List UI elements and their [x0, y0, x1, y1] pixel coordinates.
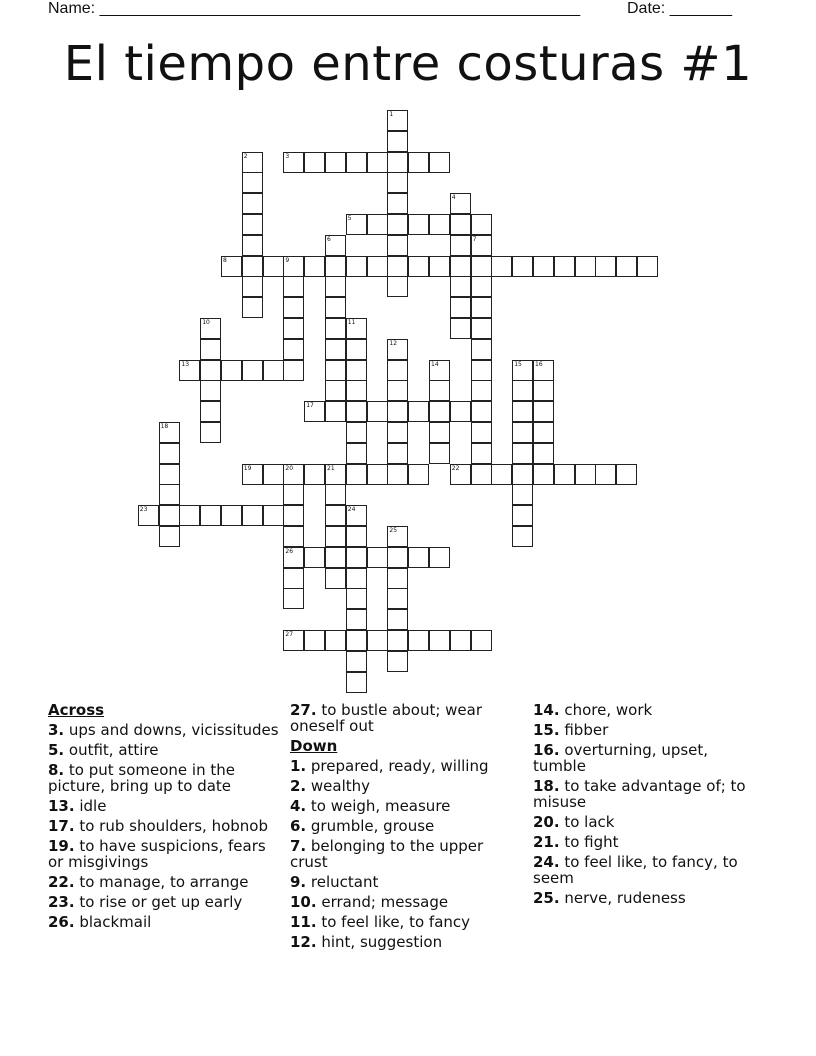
grid-cell[interactable] — [533, 256, 554, 277]
clue-number: 26 — [285, 547, 294, 555]
grid-cell[interactable] — [200, 505, 221, 526]
down-heading: Down — [290, 737, 338, 755]
grid-cell[interactable] — [387, 588, 408, 609]
grid-cell[interactable] — [346, 401, 367, 422]
grid-cell[interactable] — [616, 464, 637, 485]
clue-number: 3 — [285, 152, 290, 160]
clue-item-text: to put someone in the picture, bring up to date — [48, 761, 235, 795]
clue-item — [533, 814, 765, 830]
clue-item — [533, 742, 765, 774]
grid-cell[interactable] — [471, 214, 492, 235]
clue-item-text: to feel like, to fancy — [316, 913, 471, 931]
grid-cell[interactable] — [367, 630, 388, 651]
grid-cell[interactable] — [387, 443, 408, 464]
grid-cell[interactable] — [450, 318, 471, 339]
grid-cell[interactable] — [325, 630, 346, 651]
clue-item-text: overturning, upset, tumble — [533, 741, 709, 775]
grid-cell[interactable] — [554, 464, 575, 485]
date-field-label: Date: _______ — [627, 0, 732, 17]
grid-cell[interactable] — [242, 256, 263, 277]
grid-cell[interactable] — [367, 256, 388, 277]
clue-item-number: 1. — [290, 757, 307, 775]
clue-item — [290, 874, 522, 890]
grid-cell[interactable] — [387, 131, 408, 152]
grid-cell[interactable] — [471, 339, 492, 360]
grid-cell[interactable] — [387, 235, 408, 256]
grid-cell[interactable] — [471, 297, 492, 318]
grid-cell[interactable] — [283, 339, 304, 360]
clue-item-number: 8. — [48, 761, 65, 779]
grid-cell[interactable] — [283, 568, 304, 589]
clue-number: 24 — [347, 506, 356, 514]
clue-number: 25 — [389, 527, 398, 534]
clue-item-number: 15. — [533, 721, 560, 739]
grid-cell[interactable] — [325, 505, 346, 526]
grid-cell[interactable] — [408, 214, 429, 235]
clue-item-number: 3. — [48, 721, 65, 739]
grid-cell[interactable] — [200, 360, 221, 381]
clue-item-text: nerve, rudeness — [559, 889, 686, 907]
grid-cell[interactable] — [512, 380, 533, 401]
clue-number: 2 — [243, 152, 248, 160]
clue-item-text: blackmail — [74, 913, 152, 931]
clue-item-number: 6. — [290, 817, 307, 835]
grid-cell[interactable] — [263, 360, 284, 381]
clue-item-number: 26. — [48, 913, 75, 931]
clue-item-number: 27. — [290, 701, 317, 719]
grid-cell[interactable] — [491, 256, 512, 277]
clue-item-text: to rise or get up early — [74, 893, 243, 911]
clue-number: 8 — [223, 256, 227, 264]
grid-cell[interactable] — [325, 339, 346, 360]
grid-cell[interactable] — [325, 526, 346, 547]
down-clue-list-continued — [533, 702, 765, 906]
grid-cell[interactable] — [429, 630, 450, 651]
grid-cell[interactable] — [512, 484, 533, 505]
grid-cell[interactable] — [283, 588, 304, 609]
clue-item-text: to lack — [559, 813, 615, 831]
clue-item — [290, 758, 522, 774]
clue-item-number: 12. — [290, 933, 317, 951]
grid-cell[interactable] — [263, 464, 284, 485]
grid-cell[interactable] — [283, 526, 304, 547]
clue-item-text: grumble, grouse — [306, 817, 435, 835]
clue-item-number: 2. — [290, 777, 307, 795]
grid-cell[interactable] — [304, 630, 325, 651]
clue-item-number: 13. — [48, 797, 75, 815]
grid-cell[interactable] — [471, 630, 492, 651]
grid-cell[interactable] — [408, 401, 429, 422]
clue-item-number: 19. — [48, 837, 75, 855]
clues-column-3 — [533, 702, 765, 910]
clue-number: 18 — [160, 423, 169, 430]
down-clue-list — [290, 758, 522, 950]
clue-number: 13 — [181, 360, 190, 368]
clue-item-text: to bustle about; wear oneself out — [290, 701, 483, 735]
grid-cell[interactable] — [616, 256, 637, 277]
grid-cell[interactable] — [450, 214, 471, 235]
grid-cell[interactable] — [346, 609, 367, 630]
clue-item — [48, 874, 280, 890]
clues-column-2 — [290, 702, 522, 954]
clue-item-number: 23. — [48, 893, 75, 911]
grid-cell[interactable] — [242, 360, 263, 381]
clue-item-text: to manage, to arrange — [74, 873, 249, 891]
grid-cell[interactable] — [346, 464, 367, 485]
grid-cell[interactable] — [533, 380, 554, 401]
clue-item — [48, 762, 280, 794]
grid-cell[interactable] — [387, 360, 408, 381]
grid-cell[interactable] — [429, 443, 450, 464]
clue-item-number: 22. — [48, 873, 75, 891]
clue-item-number: 5. — [48, 741, 65, 759]
clue-item — [48, 818, 280, 834]
grid-cell[interactable] — [325, 484, 346, 505]
clue-number: 5 — [347, 215, 352, 222]
clue-number: 9 — [285, 256, 290, 264]
grid-cell[interactable] — [159, 464, 180, 485]
grid-cell[interactable] — [533, 422, 554, 443]
grid-cell[interactable] — [387, 172, 408, 193]
grid-cell[interactable] — [450, 297, 471, 318]
grid-cell[interactable] — [533, 401, 554, 422]
clue-item — [290, 702, 522, 734]
clue-item-text: to take advantage of; to misuse — [533, 777, 746, 811]
grid-cell[interactable] — [263, 256, 284, 277]
grid-cell[interactable] — [387, 547, 408, 568]
grid-cell[interactable] — [367, 547, 388, 568]
grid-cell[interactable] — [512, 401, 533, 422]
clue-number: 16 — [535, 360, 543, 368]
grid-cell[interactable] — [304, 547, 325, 568]
grid-cell[interactable] — [367, 214, 388, 235]
clue-item — [290, 798, 522, 814]
grid-cell[interactable] — [533, 443, 554, 464]
grid-cell[interactable] — [387, 214, 408, 235]
clue-item-text: wealthy — [306, 777, 371, 795]
grid-cell[interactable] — [200, 339, 221, 360]
grid-cell[interactable] — [325, 380, 346, 401]
grid-cell[interactable] — [595, 464, 616, 485]
grid-cell[interactable] — [325, 547, 346, 568]
clue-item-text: outfit, attire — [64, 741, 159, 759]
clue-number: 23 — [139, 506, 148, 514]
grid-cell[interactable] — [159, 484, 180, 505]
grid-cell[interactable] — [367, 401, 388, 422]
grid-cell[interactable] — [471, 318, 492, 339]
grid-cell[interactable] — [575, 464, 596, 485]
clue-item-number: 20. — [533, 813, 560, 831]
grid-cell[interactable] — [471, 422, 492, 443]
clue-number: 22 — [451, 464, 460, 472]
clue-item — [290, 838, 522, 870]
grid-cell[interactable] — [242, 276, 263, 297]
clue-number: 20 — [285, 464, 294, 472]
clue-item — [48, 914, 280, 930]
grid-cell[interactable] — [429, 152, 450, 173]
grid-cell[interactable] — [242, 235, 263, 256]
grid-cell[interactable] — [346, 339, 367, 360]
grid-cell[interactable] — [325, 276, 346, 297]
clue-item-text: chore, work — [559, 701, 653, 719]
grid-cell[interactable] — [512, 256, 533, 277]
grid-cell[interactable] — [429, 214, 450, 235]
grid-cell[interactable] — [533, 464, 554, 485]
grid-cell[interactable] — [554, 256, 575, 277]
clue-item-number: 9. — [290, 873, 307, 891]
clue-item-text: to fight — [559, 833, 619, 851]
clue-item-number: 21. — [533, 833, 560, 851]
grid-cell[interactable] — [387, 256, 408, 277]
grid-cell[interactable] — [450, 276, 471, 297]
grid-cell[interactable] — [408, 256, 429, 277]
clue-item-text: ups and downs, vicissitudes — [64, 721, 279, 739]
grid-cell[interactable] — [200, 401, 221, 422]
grid-cell[interactable] — [346, 443, 367, 464]
grid-cell[interactable] — [408, 547, 429, 568]
grid-cell[interactable] — [471, 256, 492, 277]
grid-cell[interactable] — [283, 297, 304, 318]
clue-item-text: to rub shoulders, hobnob — [74, 817, 268, 835]
grid-cell[interactable] — [346, 256, 367, 277]
clue-item-number: 4. — [290, 797, 307, 815]
grid-cell[interactable] — [346, 672, 367, 693]
grid-cell[interactable] — [387, 609, 408, 630]
clue-item — [533, 890, 765, 906]
grid-cell[interactable] — [283, 360, 304, 381]
grid-cell[interactable] — [575, 256, 596, 277]
grid-cell[interactable] — [450, 630, 471, 651]
clue-number: 15 — [514, 360, 522, 368]
clue-item — [533, 854, 765, 886]
grid-cell[interactable] — [387, 276, 408, 297]
grid-cell[interactable] — [450, 256, 471, 277]
clue-item-number: 11. — [290, 913, 317, 931]
grid-cell[interactable] — [387, 422, 408, 443]
grid-cell[interactable] — [200, 380, 221, 401]
clue-item-text: belonging to the upper crust — [290, 837, 484, 871]
grid-cell[interactable] — [325, 401, 346, 422]
grid-cell[interactable] — [471, 360, 492, 381]
clue-item — [48, 742, 280, 758]
clue-item — [290, 894, 522, 910]
grid-cell[interactable] — [429, 380, 450, 401]
grid-cell[interactable] — [346, 152, 367, 173]
grid-cell[interactable] — [387, 401, 408, 422]
clue-item — [533, 702, 765, 718]
clue-item — [48, 838, 280, 870]
clue-number: 1 — [389, 111, 394, 118]
grid-cell[interactable] — [346, 568, 367, 589]
clue-item-number: 24. — [533, 853, 560, 871]
clue-item-text: idle — [74, 797, 107, 815]
grid-cell[interactable] — [346, 360, 367, 381]
grid-cell[interactable] — [512, 422, 533, 443]
clue-number: 21 — [327, 464, 335, 472]
grid-cell[interactable] — [346, 547, 367, 568]
clue-number: 7 — [472, 235, 477, 243]
clue-item-text: prepared, ready, willing — [306, 757, 489, 775]
grid-cell[interactable] — [408, 630, 429, 651]
clue-item — [48, 798, 280, 814]
grid-cell[interactable] — [346, 380, 367, 401]
clue-item-text: to have suspicions, fears or misgivings — [48, 837, 266, 871]
clue-item-number: 7. — [290, 837, 307, 855]
grid-cell[interactable] — [242, 214, 263, 235]
grid-cell[interactable] — [387, 651, 408, 672]
clue-number: 11 — [347, 319, 356, 326]
clue-item-text: to feel like, to fancy, to seem — [533, 853, 738, 887]
grid-cell[interactable] — [367, 464, 388, 485]
grid-cell[interactable] — [387, 568, 408, 589]
grid-cell[interactable] — [263, 505, 284, 526]
clue-item-number: 17. — [48, 817, 75, 835]
grid-cell[interactable] — [367, 152, 388, 173]
grid-cell[interactable] — [242, 297, 263, 318]
clue-item-text: errand; message — [316, 893, 449, 911]
grid-cell[interactable] — [450, 401, 471, 422]
across-clue-list — [48, 722, 280, 930]
grid-cell[interactable] — [387, 152, 408, 173]
clue-number: 14 — [431, 360, 439, 368]
grid-cell[interactable] — [429, 401, 450, 422]
clue-item — [290, 914, 522, 930]
page-title: El tiempo entre costuras #1 — [63, 36, 753, 92]
across-heading: Across — [48, 701, 105, 719]
grid-cell[interactable] — [159, 526, 180, 547]
grid-cell[interactable] — [387, 193, 408, 214]
grid-cell[interactable] — [512, 526, 533, 547]
grid-cell[interactable] — [179, 505, 200, 526]
grid-cell[interactable] — [346, 526, 367, 547]
clue-item-text: hint, suggestion — [316, 933, 443, 951]
across-clue-list-continued — [290, 702, 522, 734]
clue-item-number: 25. — [533, 889, 560, 907]
grid-cell[interactable] — [159, 443, 180, 464]
clue-item — [533, 778, 765, 810]
grid-cell[interactable] — [242, 193, 263, 214]
clue-item — [533, 722, 765, 738]
clue-item — [533, 834, 765, 850]
grid-cell[interactable] — [283, 318, 304, 339]
grid-cell[interactable] — [408, 152, 429, 173]
grid-cell[interactable] — [221, 360, 242, 381]
grid-cell[interactable] — [242, 172, 263, 193]
grid-cell[interactable] — [450, 235, 471, 256]
grid-cell[interactable] — [200, 422, 221, 443]
grid-cell[interactable] — [471, 276, 492, 297]
grid-cell[interactable] — [325, 360, 346, 381]
clue-item-text: to weigh, measure — [306, 797, 451, 815]
grid-cell[interactable] — [595, 256, 616, 277]
clue-item — [290, 778, 522, 794]
clue-item — [290, 818, 522, 834]
grid-cell[interactable] — [408, 464, 429, 485]
grid-cell[interactable] — [242, 505, 263, 526]
grid-cell[interactable] — [346, 422, 367, 443]
grid-cell[interactable] — [429, 547, 450, 568]
grid-cell[interactable] — [512, 505, 533, 526]
clue-number: 27 — [285, 631, 294, 638]
grid-cell[interactable] — [429, 422, 450, 443]
grid-cell[interactable] — [325, 297, 346, 318]
grid-cell[interactable] — [325, 152, 346, 173]
grid-cell[interactable] — [283, 484, 304, 505]
grid-cell[interactable] — [325, 568, 346, 589]
clue-item-number: 10. — [290, 893, 317, 911]
grid-cell[interactable] — [471, 464, 492, 485]
grid-cell[interactable] — [491, 464, 512, 485]
grid-cell[interactable] — [387, 630, 408, 651]
grid-cell[interactable] — [387, 464, 408, 485]
grid-cell[interactable] — [221, 505, 242, 526]
grid-cell[interactable] — [346, 651, 367, 672]
grid-cell[interactable] — [471, 443, 492, 464]
clues-column-1 — [48, 702, 280, 934]
grid-cell[interactable] — [346, 630, 367, 651]
grid-cell[interactable] — [283, 505, 304, 526]
grid-cell[interactable] — [325, 318, 346, 339]
grid-cell[interactable] — [283, 276, 304, 297]
clue-item-number: 16. — [533, 741, 560, 759]
grid-cell[interactable] — [471, 380, 492, 401]
clue-number: 10 — [202, 319, 210, 326]
grid-cell[interactable] — [512, 443, 533, 464]
clue-number: 17 — [306, 402, 314, 410]
clue-number: 19 — [243, 464, 252, 472]
clue-item — [48, 722, 280, 738]
grid-cell[interactable] — [304, 464, 325, 485]
clue-number: 6 — [327, 235, 331, 243]
clue-number: 12 — [389, 339, 398, 347]
clue-item-text: fibber — [559, 721, 609, 739]
clue-item-number: 18. — [533, 777, 560, 795]
grid-cell[interactable] — [429, 256, 450, 277]
clue-number: 4 — [451, 194, 456, 202]
grid-cell[interactable] — [304, 256, 325, 277]
clue-item — [48, 894, 280, 910]
grid-cell[interactable] — [637, 256, 658, 277]
grid-cell[interactable] — [471, 401, 492, 422]
grid-cell[interactable] — [387, 380, 408, 401]
clue-item — [290, 934, 522, 950]
clue-item-number: 14. — [533, 701, 560, 719]
grid-cell[interactable] — [512, 464, 533, 485]
grid-cell[interactable] — [325, 256, 346, 277]
grid-cell[interactable] — [304, 152, 325, 173]
grid-cell[interactable] — [346, 588, 367, 609]
clue-item-text: reluctant — [306, 873, 379, 891]
name-field-label: Name: ______________________________________________________ — [48, 0, 581, 17]
grid-cell[interactable] — [159, 505, 180, 526]
